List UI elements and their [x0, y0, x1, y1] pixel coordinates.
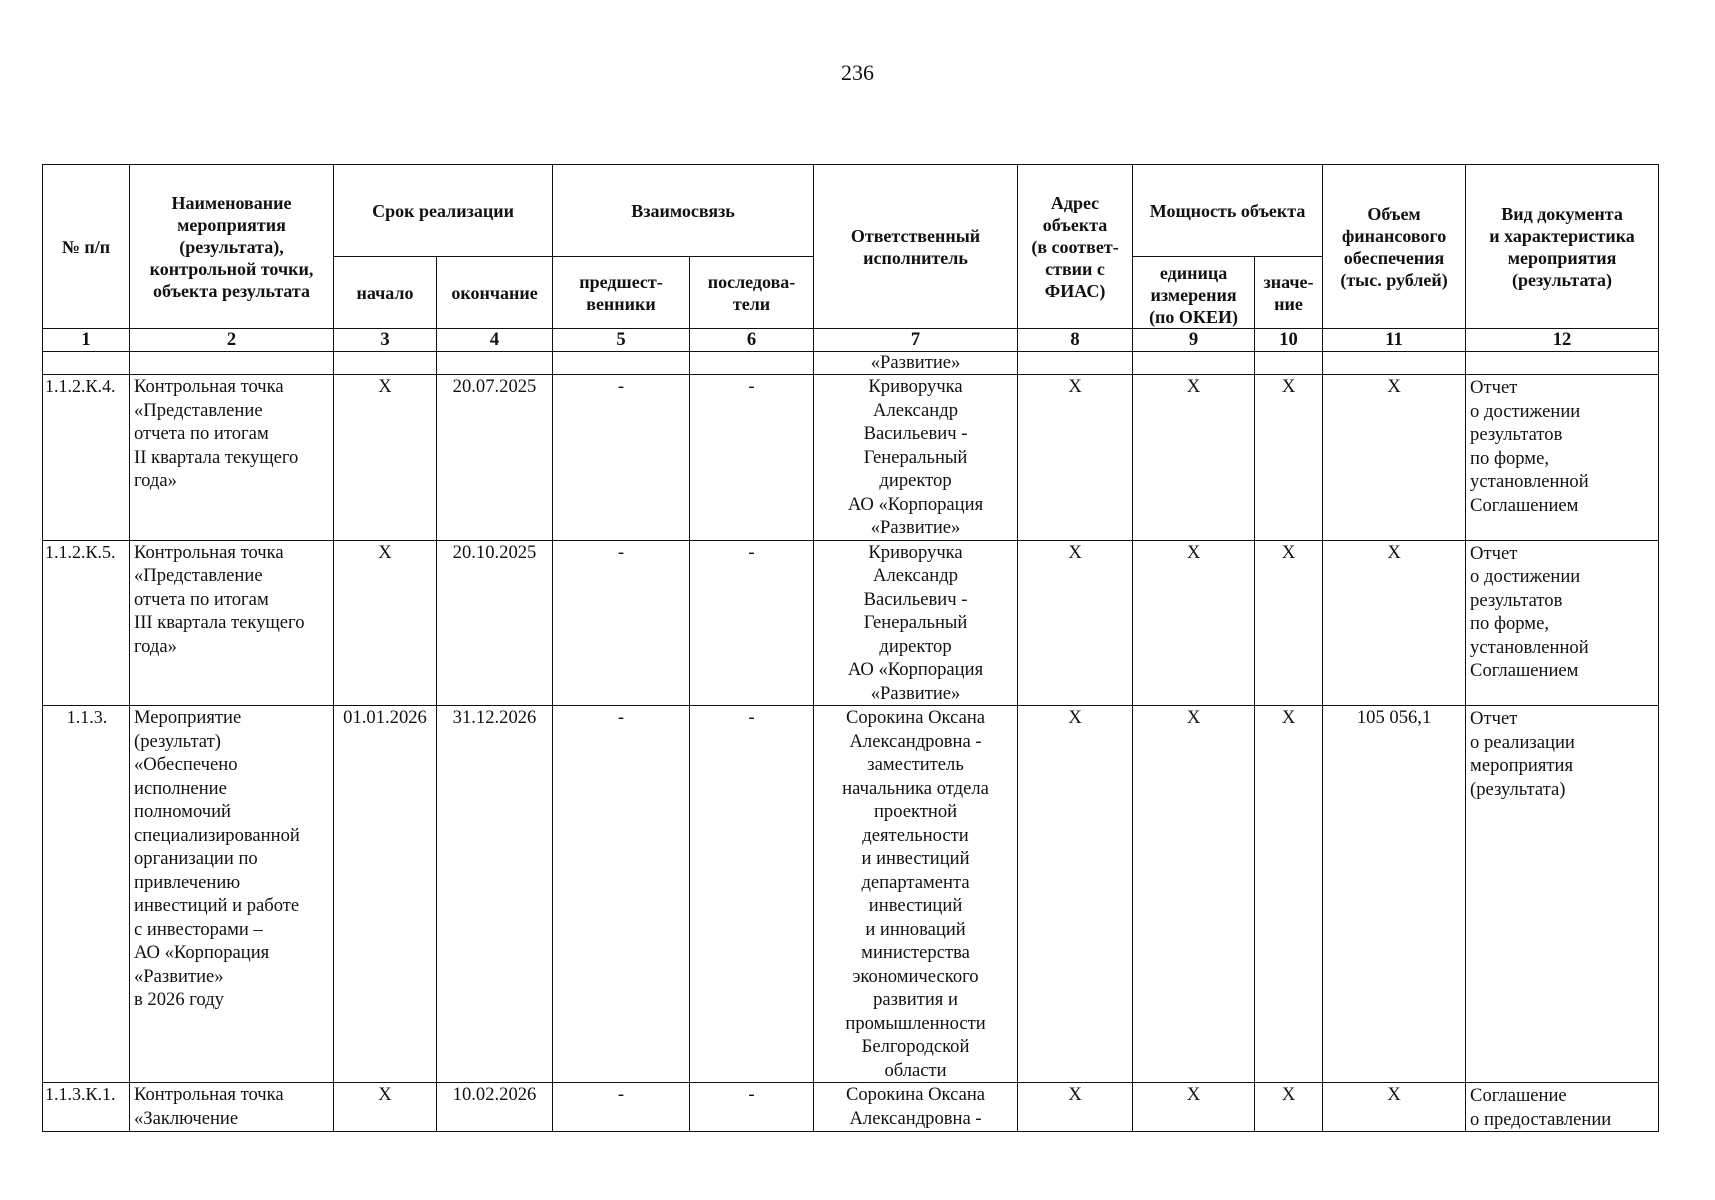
row-value: X — [1255, 706, 1323, 1083]
text-line: Мероприятие — [134, 707, 242, 728]
row-finance: X — [1323, 1083, 1466, 1132]
text-line: Контрольная точка — [134, 541, 284, 563]
row-address: X — [1018, 540, 1133, 706]
row-unit: X — [1133, 1083, 1255, 1132]
text-line: директор — [879, 635, 952, 657]
row-unit: X — [1133, 540, 1255, 706]
row-unit: X — [1133, 375, 1255, 541]
text-line: Контрольная точка — [134, 376, 284, 397]
text-line: контрольной точки, — [149, 258, 314, 279]
column-number: 2 — [130, 329, 334, 352]
text-line: (тыс. рублей) — [1340, 269, 1448, 290]
text-line: «Представление — [134, 565, 263, 586]
text-line: развития и — [873, 989, 958, 1010]
row-prev: - — [553, 375, 690, 541]
header-term-start: начало — [334, 257, 437, 329]
text-line: отчета по итогам — [134, 423, 269, 444]
text-line: (результата) — [1512, 269, 1613, 290]
text-line: проектной — [873, 801, 958, 822]
page-number: 236 — [841, 60, 874, 85]
text-line: единица — [1159, 263, 1228, 283]
text-line: Отчет — [1470, 708, 1518, 729]
text-line: АО «Корпорация — [134, 942, 270, 963]
text-line: министерства — [861, 942, 970, 963]
column-number: 12 — [1466, 329, 1659, 352]
table-row — [43, 1083, 1659, 1132]
text-line: Криворучка — [868, 541, 963, 563]
header-finance — [1323, 165, 1466, 329]
text-line: Белгородской — [861, 1036, 970, 1057]
text-line: «Заключение — [134, 1107, 239, 1129]
text-line: заместитель — [867, 754, 964, 775]
row-executor — [814, 540, 1018, 706]
row-number: 1.1.2.К.5. — [43, 540, 130, 706]
text-line: мероприятия — [1507, 247, 1617, 268]
text-line: деятельности — [862, 824, 969, 846]
header-term-end: окончание — [437, 257, 553, 329]
row-name — [130, 540, 334, 706]
row-next: - — [690, 706, 814, 1083]
text-line: и инвестиций — [861, 848, 970, 869]
text-line: по форме, — [1470, 447, 1549, 469]
continuation-row — [43, 352, 1659, 375]
column-number: 11 — [1323, 329, 1466, 352]
row-number: 1.1.3. — [43, 706, 130, 1083]
row-start: X — [334, 540, 437, 706]
row-value: X — [1255, 1083, 1323, 1132]
row-name — [130, 375, 334, 541]
text-line: «Развитие» — [870, 682, 961, 704]
text-line: (результата), — [179, 236, 284, 257]
text-line: «Развитие» — [870, 517, 961, 538]
row-executor — [814, 1083, 1018, 1132]
text-line: исполнение — [134, 777, 227, 799]
column-number: 3 — [334, 329, 437, 352]
row-start: X — [334, 375, 437, 541]
text-line: года» — [134, 470, 177, 491]
text-line: организации по — [134, 848, 258, 869]
text-line: департамента — [861, 871, 970, 893]
row-finance: 105 056,1 — [1323, 706, 1466, 1083]
text-line: ние — [1274, 293, 1303, 314]
text-line: (результат) — [134, 730, 221, 752]
column-number: 8 — [1018, 329, 1133, 352]
text-line: инвестиций — [868, 895, 963, 916]
text-line: и инноваций — [865, 918, 966, 940]
row-number: 1.1.2.К.4. — [43, 375, 130, 541]
row-finance: X — [1323, 540, 1466, 706]
row-unit: X — [1133, 706, 1255, 1083]
text-line: и характеристика — [1489, 225, 1635, 246]
row-doc — [1466, 375, 1659, 541]
text-line: Генеральный — [863, 446, 968, 468]
text-line: обеспечения — [1343, 247, 1445, 268]
table-row — [43, 375, 1659, 541]
row-address: X — [1018, 1083, 1133, 1132]
column-number: 4 — [437, 329, 553, 352]
row-start: 01.01.2026 — [334, 706, 437, 1083]
text-line: результатов — [1470, 424, 1563, 445]
text-line: измерения — [1150, 285, 1237, 305]
column-number: 1 — [43, 329, 130, 352]
text-line: промышленности — [845, 1012, 986, 1034]
header-link: Взаимосвязь — [553, 165, 814, 257]
row-doc — [1466, 540, 1659, 706]
text-line: специализированной — [134, 824, 300, 846]
text-line: АО «Корпорация — [847, 659, 984, 680]
text-line: венники — [586, 293, 656, 314]
header-executor — [814, 165, 1018, 329]
activity-plan-table — [42, 164, 1659, 1132]
text-line: Наименование — [171, 192, 292, 213]
text-line: результатов — [1470, 589, 1563, 611]
text-line: Соглашением — [1470, 494, 1579, 516]
column-numbers-row — [43, 329, 1659, 352]
text-line: Александр — [873, 399, 959, 421]
text-line: «Развитие» — [134, 965, 224, 987]
text-line: отчета по итогам — [134, 588, 269, 610]
text-line: финансового — [1341, 225, 1447, 246]
row-value: X — [1255, 375, 1323, 541]
text-line: объекта результата — [153, 280, 310, 301]
row-end: 20.07.2025 — [437, 375, 553, 541]
text-line: о достижении — [1470, 400, 1581, 422]
text-line: «Обеспечено — [134, 754, 238, 775]
text-line: в 2026 году — [134, 989, 224, 1010]
text-line: (результата) — [1470, 778, 1566, 800]
text-line: экономического — [852, 965, 979, 987]
text-line: Васильевич - — [863, 588, 968, 610]
text-line: Криворучка — [868, 376, 963, 397]
row-address: X — [1018, 375, 1133, 541]
text-line: Александровна - — [849, 1107, 982, 1129]
row-end: 10.02.2026 — [437, 1083, 553, 1132]
text-line: Соглашение — [1470, 1085, 1567, 1106]
text-line: Александровна - — [849, 730, 982, 752]
text-line: начальника отдела — [842, 777, 989, 799]
text-line: Соглашением — [1470, 660, 1579, 681]
text-line: инвестиций и работе — [134, 895, 300, 916]
text-line: Сорокина Оксана — [845, 1084, 986, 1105]
table-row — [43, 540, 1659, 706]
text-line: II квартала текущего — [134, 446, 299, 468]
row-finance: X — [1323, 375, 1466, 541]
text-line: значе- — [1263, 271, 1314, 292]
text-line: мероприятия — [177, 214, 286, 235]
column-number: 7 — [814, 329, 1018, 352]
column-number: 10 — [1255, 329, 1323, 352]
row-doc — [1466, 1083, 1659, 1132]
text-line: Ответственный — [850, 225, 981, 246]
row-value: X — [1255, 540, 1323, 706]
text-line: ствии с — [1045, 258, 1105, 279]
text-line: последова- — [707, 271, 796, 292]
header-link-prev — [553, 257, 690, 329]
text-line: директор — [879, 470, 952, 491]
text-line: Отчет — [1470, 542, 1518, 564]
text-line: полномочий — [134, 801, 232, 822]
table-row — [43, 706, 1659, 1083]
text-line: привлечению — [134, 871, 241, 893]
text-line: о предоставлении — [1470, 1108, 1612, 1130]
row-next: - — [690, 540, 814, 706]
text-line: предшест- — [579, 271, 663, 292]
text-line: ФИАС) — [1044, 280, 1106, 301]
text-line: области — [884, 1059, 947, 1081]
header-address — [1018, 165, 1133, 329]
text-line: АО «Корпорация — [847, 493, 984, 515]
header-name — [130, 165, 334, 329]
text-line: по форме, — [1470, 613, 1549, 634]
text-line: объекта — [1042, 214, 1108, 235]
header-capacity-unit — [1133, 257, 1255, 329]
column-number: 5 — [553, 329, 690, 352]
header-no: № п/п — [43, 165, 130, 329]
text-line: Адрес — [1050, 192, 1100, 213]
row-next: - — [690, 1083, 814, 1132]
text-line: с инвесторами – — [134, 918, 263, 940]
text-line: Объем — [1367, 203, 1421, 224]
text-line: Васильевич - — [863, 423, 968, 444]
text-line: года» — [134, 635, 177, 657]
column-number: 6 — [690, 329, 814, 352]
text-line: исполнитель — [863, 247, 968, 268]
row-next: - — [690, 375, 814, 541]
text-line: о достижении — [1470, 566, 1581, 587]
row-prev: - — [553, 1083, 690, 1132]
row-prev: - — [553, 540, 690, 706]
row-start: X — [334, 1083, 437, 1132]
row-prev: - — [553, 706, 690, 1083]
text-line: (по ОКЕИ) — [1149, 307, 1238, 327]
text-line: установленной — [1470, 636, 1589, 658]
text-line: Вид документа — [1501, 203, 1623, 224]
row-executor — [814, 706, 1018, 1083]
text-line: установленной — [1470, 471, 1589, 492]
text-line: мероприятия — [1470, 755, 1574, 776]
text-line: Генеральный — [863, 612, 968, 633]
row-executor — [814, 375, 1018, 541]
text-line: «Представление — [134, 399, 263, 421]
row-end: 20.10.2025 — [437, 540, 553, 706]
text-line: о реализации — [1470, 731, 1575, 753]
text-line: Контрольная точка — [134, 1084, 284, 1105]
row-name — [130, 706, 334, 1083]
header-capacity: Мощность объекта — [1133, 165, 1323, 257]
column-number: 9 — [1133, 329, 1255, 352]
row-end: 31.12.2026 — [437, 706, 553, 1083]
row-address: X — [1018, 706, 1133, 1083]
row-name — [130, 1083, 334, 1132]
text-line: III квартала текущего — [134, 612, 305, 633]
header-link-next — [690, 257, 814, 329]
text-line: Отчет — [1470, 377, 1518, 398]
header-doc — [1466, 165, 1659, 329]
continuation-text: «Развитие» — [814, 352, 1018, 375]
row-doc — [1466, 706, 1659, 1083]
header-capacity-value — [1255, 257, 1323, 329]
text-line: Сорокина Оксана — [845, 707, 986, 728]
text-line: Александр — [873, 565, 959, 586]
text-line: (в соответ- — [1031, 236, 1119, 257]
row-number: 1.1.3.К.1. — [43, 1083, 130, 1132]
text-line: тели — [732, 293, 771, 314]
header-term: Срок реализации — [334, 165, 553, 257]
